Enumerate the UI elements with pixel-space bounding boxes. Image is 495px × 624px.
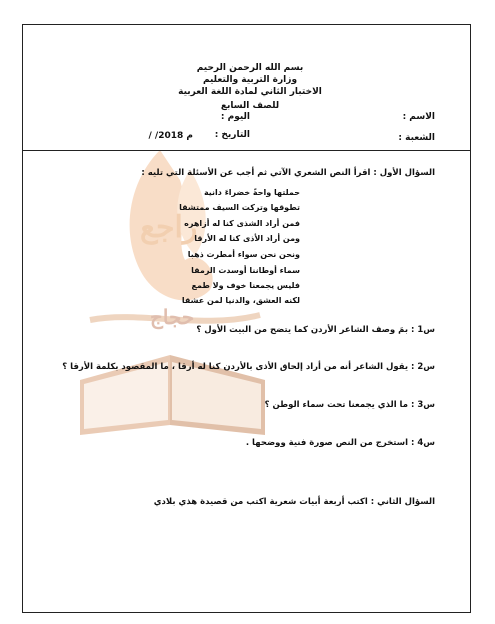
poem-line: حملتها واحةً خضراءَ دانية xyxy=(203,188,300,197)
question-text: استخرج من النص صورة فنية ووضحها . xyxy=(245,438,409,448)
poem-line: لكنه العشق، والدنيا لمن عشقا xyxy=(181,296,300,305)
poem-line: ونحن نحن سواء أمطرت ذهبا xyxy=(187,250,300,259)
question-4 xyxy=(246,438,435,448)
section2-instruction: السؤال الثاني : اكتب أربعة أبيات شعرية اكتب من قصيدة هذي بلادي xyxy=(153,497,435,507)
poem-line: ومن أراد الأذى كنا له الأرقا xyxy=(194,234,300,243)
watermark-word-2: حجاج xyxy=(150,305,195,329)
question-text: بمَ وصف الشاعر الأردن كما يتضح من البيت الأول ؟ xyxy=(196,325,409,335)
question-2 xyxy=(62,362,435,372)
question-text: ما الذي يجمعنا تحت سماء الوطن ؟ xyxy=(264,400,409,410)
watermark-logo xyxy=(70,140,280,440)
question-number: س1 : xyxy=(410,325,435,335)
poem-line: فليس يجمعنا خوف ولا طمع xyxy=(191,281,300,290)
ministry: وزارة التربية والتعليم xyxy=(202,75,298,85)
question-1 xyxy=(196,325,435,335)
section-label: الشعبة : xyxy=(398,133,435,143)
question-number: س4 : xyxy=(410,438,435,448)
question-number: س3 : xyxy=(410,400,435,410)
poem-line: تطوقها وتركت السيف ممتشقا xyxy=(179,203,300,212)
question-number: س2 : xyxy=(410,362,435,372)
date-label: التاريخ : xyxy=(214,130,250,140)
question-3 xyxy=(265,400,435,410)
day-label: اليوم : xyxy=(220,112,250,122)
section1-instruction: السؤال الأول : اقرأ النص الشعري الآتي ثم أجب عن الأسئلة التي تليه : xyxy=(141,168,435,178)
exam-title: الاختبار الثاني لمادة اللغة العربية xyxy=(178,87,322,97)
name-label: الاسم : xyxy=(402,112,435,122)
watermark-word-1: راجع xyxy=(140,210,198,245)
poem-line: سماء أوطاننا أوسدت الرمقا xyxy=(191,266,300,275)
header-divider xyxy=(22,150,471,151)
basmala: بسم الله الرحمن الرحيم xyxy=(196,63,304,73)
poem-line: فمن أراد الشذى كنا له أزاهره xyxy=(184,219,300,228)
date-value: / /2018 م xyxy=(148,131,193,141)
book-icon xyxy=(70,140,280,440)
question-text: يقول الشاعر أنه من أراد إلحاق الأذى بالأردن كنا له أرقا ، ما المقصود بكلمة الأرقا ؟ xyxy=(62,362,409,372)
grade: للصف السابع xyxy=(220,101,280,111)
